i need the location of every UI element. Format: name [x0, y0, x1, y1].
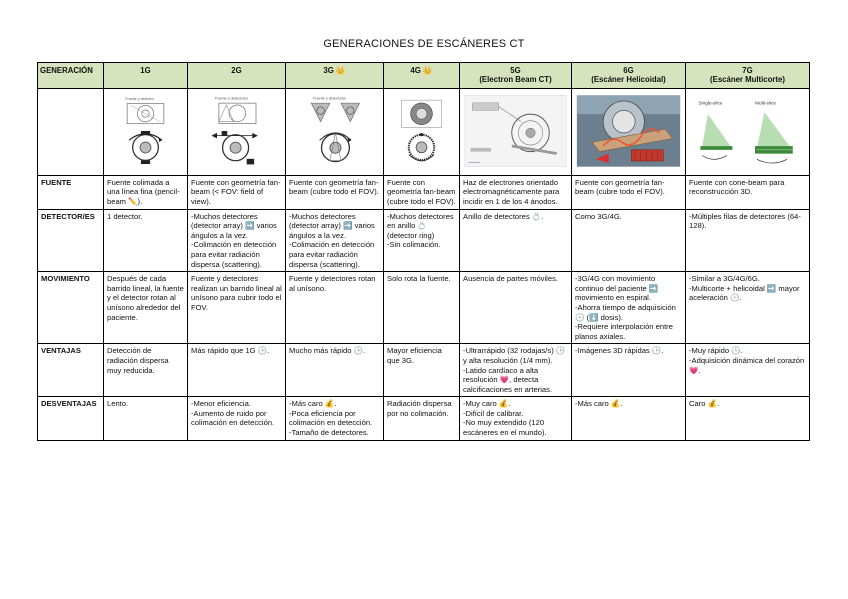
image-row-label: [38, 88, 104, 175]
cell-fuente-5g: Haz de electrones orientado electromagnéticamente para incidir en 1 de los 4 ánodos.: [460, 175, 572, 209]
diagram-3g: [286, 88, 384, 175]
cell-movimiento-6g: -3G/4G con movimiento continuo del paciente ➡️ movimiento en espiral. -Ahorra tiempo de adquisición 🕒 (⬇️ dosis). -Requiere interpolación entre planos axiales.: [572, 272, 686, 344]
cell-ventajas-5g: -Ultrarrápido (32 rodajas/s) 🕒 y alta resolución (1/4 mm). -Latido cardíaco a alta resolución 💗, detecta calcificaciones en arterias.: [460, 344, 572, 397]
cell-ventajas-6g: -Imágenes 3D rápidas 🕒.: [572, 344, 686, 397]
row-movimiento: [38, 272, 810, 344]
cell-detectores-3g: -Muchos detectores (detector array) ➡️ varios ángulos a la vez. -Colimación en detección para evitar radiación dispersa (scattering).: [286, 209, 384, 272]
cell-detectores-1g: 1 detector.: [104, 209, 188, 272]
cell-movimiento-3g: Fuente y detectores rotan al unísono.: [286, 272, 384, 344]
generations-table: [37, 62, 810, 441]
cell-desventajas-5g: -Muy caro 💰. -Difícil de calibrar. -No muy extendido (120 escáneres en el mundo).: [460, 397, 572, 440]
cell-movimiento-2g: Fuente y detectores realizan un barrido lineal al unísono para cubrir todo el FOV.: [188, 272, 286, 344]
cell-fuente-3g: Fuente con geometría fan-beam (cubre todo el FOV).: [286, 175, 384, 209]
header-4g: 4G 👑: [384, 63, 460, 89]
row-ventajas: [38, 344, 810, 397]
row-label-ventajas: VENTAJAS: [38, 344, 104, 397]
scanner-3g-illustration: [289, 91, 380, 171]
image-row: [38, 88, 810, 175]
header-2g: 2G: [188, 63, 286, 89]
row-detectores: [38, 209, 810, 272]
scanner-1g-illustration: [107, 91, 184, 171]
cell-ventajas-4g: Mayor eficiencia que 3G.: [384, 344, 460, 397]
header-7g: 7G (Escáner Multicorte): [686, 63, 810, 89]
cell-ventajas-1g: Detección de radiación dispersa muy reducida.: [104, 344, 188, 397]
diagram-6g: [572, 88, 686, 175]
cell-fuente-1g: Fuente colimada a una línea fina (pencil-beam ✏️).: [104, 175, 188, 209]
row-desventajas: [38, 397, 810, 440]
row-label-fuente: FUENTE: [38, 175, 104, 209]
cell-desventajas-4g: Radiación dispersa por no colimación.: [384, 397, 460, 440]
scanner-4g-illustration: [387, 91, 456, 171]
scanner-7g-illustration: [689, 91, 806, 171]
header-row: [38, 63, 810, 89]
cell-movimiento-7g: -Similar a 3G/4G/6G. -Multicorte + helicoidal ➡️ mayor aceleración 🕒.: [686, 272, 810, 344]
header-3g: 3G 👑: [286, 63, 384, 89]
cell-desventajas-6g: -Más caro 💰.: [572, 397, 686, 440]
cell-desventajas-1g: Lento.: [104, 397, 188, 440]
header-1g: 1G: [104, 63, 188, 89]
scanner-6g-illustration: [575, 91, 682, 171]
cell-ventajas-2g: Más rápido que 1G 🕒.: [188, 344, 286, 397]
row-fuente: [38, 175, 810, 209]
cell-detectores-7g: -Múltiples filas de detectores (64-128).: [686, 209, 810, 272]
cell-fuente-7g: Fuente con cone-beam para reconstrucción 3D.: [686, 175, 810, 209]
cell-detectores-4g: -Muchos detectores en anillo 💍 (detector ring) -Sin colimación.: [384, 209, 460, 272]
header-generation: GENERACIÓN: [38, 63, 104, 89]
row-label-detectores: DETECTOR/ES: [38, 209, 104, 272]
row-label-desventajas: DESVENTAJAS: [38, 397, 104, 440]
scanner-5g-illustration: [463, 91, 568, 171]
cell-fuente-2g: Fuente con geometría fan-beam (< FOV: field of view).: [188, 175, 286, 209]
header-6g: 6G (Escáner Helicoidal): [572, 63, 686, 89]
caption-7g-multi: Multi-slice: [755, 100, 776, 106]
diagram-1g: [104, 88, 188, 175]
scanner-2g-illustration: [191, 91, 282, 171]
cell-desventajas-7g: Caro 💰.: [686, 397, 810, 440]
diagram-2g: [188, 88, 286, 175]
cell-fuente-6g: Fuente con geometría fan-beam (cubre todo el FOV).: [572, 175, 686, 209]
cell-fuente-4g: Fuente con geometría fan-beam (cubre todo el FOV).: [384, 175, 460, 209]
cell-ventajas-7g: -Muy rápido 🕒. -Adquisición dinámica del corazón 💗.: [686, 344, 810, 397]
svg-text:▬▬▬▬: ▬▬▬▬: [468, 159, 480, 164]
diagram-4g: [384, 88, 460, 175]
cell-detectores-5g: Anillo de detectores 💍.: [460, 209, 572, 272]
cell-movimiento-1g: Después de cada barrido lineal, la fuente y el detector rotan al unísono alrededor del paciente.: [104, 272, 188, 344]
caption-3g: Fuente y detectores: [313, 96, 346, 101]
header-5g: 5G (Electron Beam CT): [460, 63, 572, 89]
caption-2g: Fuente y detectores: [215, 96, 248, 101]
row-label-movimiento: MOVIMIENTO: [38, 272, 104, 344]
cell-detectores-2g: -Muchos detectores (detector array) ➡️ varios ángulos a la vez. -Colimación en detección para evitar radiación dispersa (scattering).: [188, 209, 286, 272]
caption-1g: Fuente y detector: [125, 96, 154, 101]
cell-desventajas-3g: -Más caro 💰. -Poca eficiencia por colimación en detección. -Tamaño de detectores.: [286, 397, 384, 440]
cell-desventajas-2g: -Menor eficiencia. -Aumento de ruido por colimación en detección.: [188, 397, 286, 440]
cell-ventajas-3g: Mucho más rápido 🕒.: [286, 344, 384, 397]
cell-detectores-6g: Como 3G/4G.: [572, 209, 686, 272]
diagram-5g: [460, 88, 572, 175]
cell-movimiento-5g: Ausencia de partes móviles.: [460, 272, 572, 344]
diagram-7g: [686, 88, 810, 175]
caption-7g-single: Single-slice: [698, 100, 723, 106]
page-title: GENERACIONES DE ESCÁNERES CT: [323, 38, 525, 50]
cell-movimiento-4g: Solo rota la fuente.: [384, 272, 460, 344]
